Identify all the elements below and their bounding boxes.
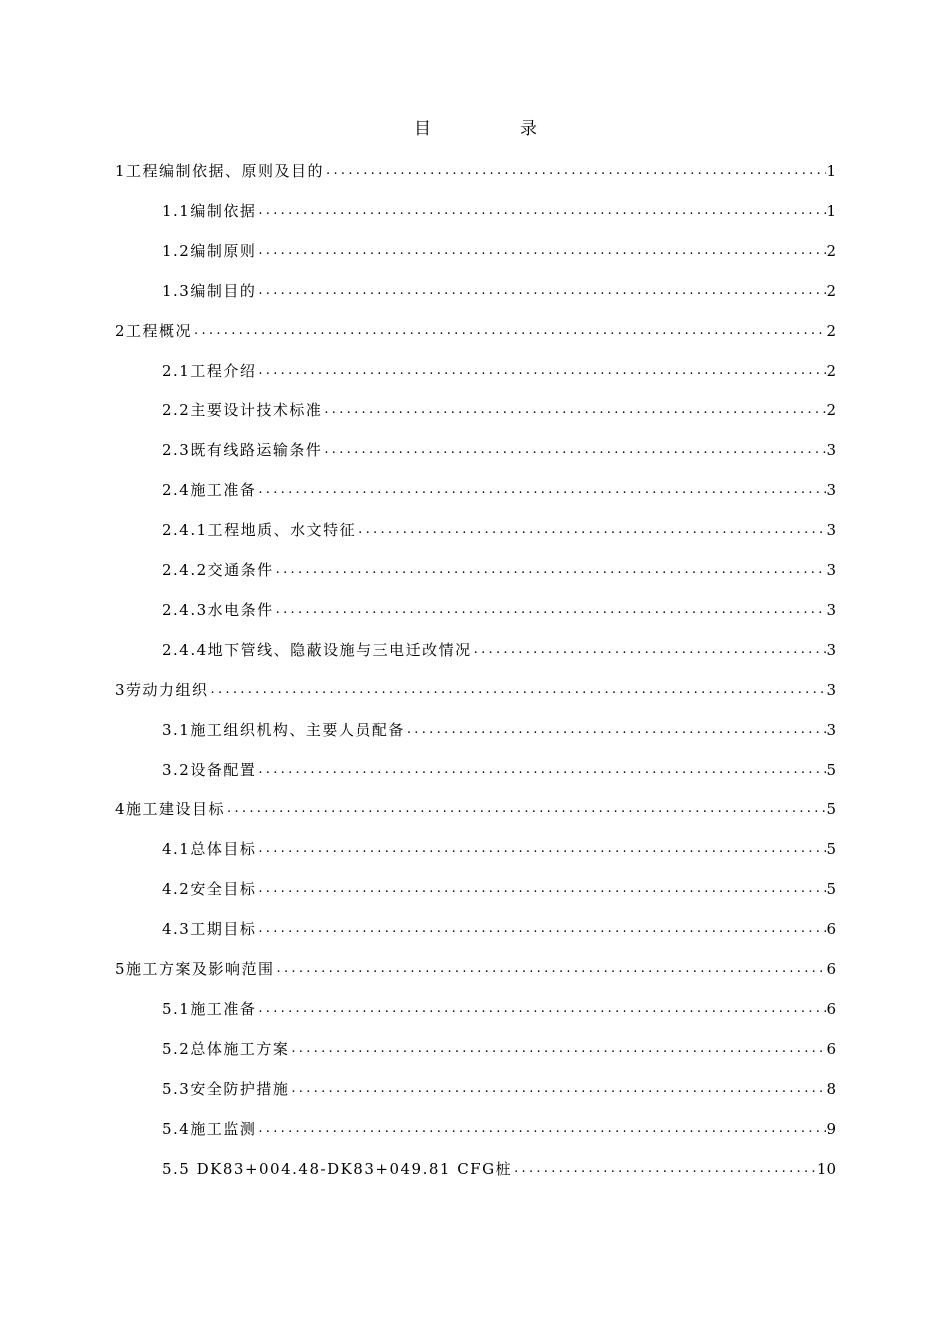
toc-entry-page-number: 1 — [826, 201, 836, 220]
toc-entry[interactable] — [162, 635, 836, 665]
toc-entry[interactable] — [115, 316, 836, 346]
dot-leader — [289, 1074, 826, 1104]
dot-leader — [256, 914, 826, 944]
dot-leader — [256, 356, 826, 386]
toc-entry-label: 5.5 DK83+004.48-DK83+049.81 CFG桩 — [162, 1159, 513, 1178]
toc-entry[interactable] — [162, 356, 836, 386]
toc-entry-label: 3.1施工组织机构、主要人员配备 — [162, 720, 405, 739]
toc-entry[interactable] — [162, 395, 836, 425]
dot-leader — [322, 435, 826, 465]
dot-leader — [256, 755, 826, 785]
toc-entry-label: 5.2总体施工方案 — [162, 1039, 290, 1058]
toc-entry-label: 2.4.2交通条件 — [162, 561, 274, 579]
toc-entry[interactable] — [162, 914, 836, 944]
toc-entry[interactable] — [162, 755, 836, 785]
toc-entry[interactable] — [115, 794, 836, 824]
toc-entry-page-number: 5 — [826, 880, 836, 899]
toc-entry-label: 1.1编制依据 — [162, 201, 257, 220]
toc-entry-label: 2.4.3水电条件 — [162, 600, 274, 619]
toc-entry-label: 2工程概况 — [115, 321, 193, 340]
toc-entry-page-number: 3 — [826, 561, 836, 579]
toc-entry-page-number: 3 — [826, 600, 836, 619]
toc-entry[interactable] — [162, 994, 836, 1024]
toc-entry[interactable] — [162, 1114, 836, 1144]
toc-entry-label: 3.2设备配置 — [162, 760, 257, 779]
toc-entry-page-number: 6 — [826, 920, 836, 939]
toc-entry-page-number: 9 — [826, 1119, 836, 1138]
toc-entry-page-number: 2 — [826, 361, 836, 380]
toc-entry[interactable] — [162, 1154, 836, 1184]
toc-entry-label: 2.4.4地下管线、隐蔽设施与三电迁改情况 — [162, 640, 472, 659]
dot-leader — [256, 276, 826, 306]
toc-entry-label: 5.1施工准备 — [162, 999, 257, 1018]
toc-title — [0, 114, 950, 140]
toc-entry[interactable] — [162, 595, 836, 625]
toc-entry-page-number: 2 — [826, 401, 836, 420]
toc-entry-page-number: 8 — [826, 1079, 836, 1098]
dot-leader — [256, 236, 826, 266]
dot-leader — [209, 675, 827, 705]
toc-entry-page-number: 2 — [826, 321, 836, 340]
toc-entry-page-number: 3 — [826, 441, 836, 460]
toc-entry-label: 2.2主要设计技术标准 — [162, 401, 323, 420]
toc-entry-page-number: 10 — [816, 1159, 836, 1178]
toc-entry[interactable] — [162, 1034, 836, 1064]
toc-entry-label: 2.4.1工程地质、水文特征 — [162, 521, 357, 540]
toc-entry[interactable] — [115, 675, 836, 705]
toc-entry-label: 5施工方案及影响范围 — [115, 960, 275, 978]
toc-entry-page-number: 5 — [826, 760, 836, 779]
dot-leader — [512, 1154, 817, 1184]
dot-leader — [256, 874, 826, 904]
toc-entry-label: 4.1总体目标 — [162, 840, 257, 859]
toc-entry[interactable] — [162, 834, 836, 864]
dot-leader — [275, 954, 827, 984]
toc-entry[interactable] — [115, 954, 836, 984]
toc-entry[interactable] — [162, 874, 836, 904]
dot-leader — [256, 834, 826, 864]
toc-entry[interactable] — [162, 276, 836, 306]
toc-entry-label: 2.3既有线路运输条件 — [162, 441, 323, 460]
toc-entry[interactable] — [162, 555, 836, 585]
toc-entry-page-number: 3 — [826, 521, 836, 540]
toc-entry-page-number: 1 — [826, 162, 836, 180]
toc-title-right: 录 — [520, 119, 537, 139]
toc-entry-page-number: 5 — [826, 800, 836, 819]
toc-entry[interactable] — [115, 156, 836, 186]
toc-entry-label: 4.3工期目标 — [162, 920, 257, 939]
dot-leader — [225, 794, 826, 824]
dot-leader — [256, 1114, 826, 1144]
toc-entry-page-number: 6 — [826, 960, 836, 978]
dot-leader — [289, 1034, 826, 1064]
dot-leader — [472, 635, 827, 665]
toc-entry-page-number: 6 — [826, 999, 836, 1018]
toc-entry-page-number: 2 — [826, 241, 836, 260]
toc-entry-label: 2.1工程介绍 — [162, 361, 257, 380]
toc-entry[interactable] — [162, 715, 836, 745]
dot-leader — [256, 994, 826, 1024]
toc-entry-label: 4.2安全目标 — [162, 880, 257, 899]
toc-entry-page-number: 6 — [826, 1039, 836, 1058]
toc-title-left: 目 — [414, 119, 431, 139]
toc-entry-label: 1.2编制原则 — [162, 241, 257, 260]
dot-leader — [405, 715, 827, 745]
toc-entry[interactable] — [162, 1074, 836, 1104]
toc-entry-page-number: 3 — [826, 481, 836, 500]
toc-entry[interactable] — [162, 196, 836, 226]
toc-entry-page-number: 3 — [826, 680, 836, 699]
toc-entry-label: 5.4施工监测 — [162, 1119, 257, 1138]
toc-entry[interactable] — [162, 435, 836, 465]
toc-entry-page-number: 5 — [826, 840, 836, 859]
toc-entry[interactable] — [162, 475, 836, 505]
dot-leader — [322, 395, 826, 425]
dot-leader — [274, 555, 827, 585]
dot-leader — [256, 475, 826, 505]
toc-entry-label: 1.3编制目的 — [162, 281, 257, 300]
toc-entry-label: 2.4施工准备 — [162, 481, 257, 500]
toc-entry-page-number: 3 — [826, 720, 836, 739]
toc-entry-page-number: 3 — [826, 640, 836, 659]
toc-entry[interactable] — [162, 236, 836, 266]
dot-leader — [192, 316, 826, 346]
dot-leader — [324, 156, 826, 186]
dot-leader — [256, 196, 826, 226]
toc-entry-label: 3劳动力组织 — [115, 680, 209, 699]
toc-entry-label: 1工程编制依据、原则及目的 — [115, 162, 325, 180]
toc-entry[interactable] — [162, 515, 836, 545]
toc-entry-label: 5.3安全防护措施 — [162, 1079, 290, 1098]
dot-leader — [356, 515, 826, 545]
toc-entry-label: 4施工建设目标 — [115, 800, 226, 819]
dot-leader — [274, 595, 827, 625]
toc-entry-page-number: 2 — [826, 281, 836, 300]
